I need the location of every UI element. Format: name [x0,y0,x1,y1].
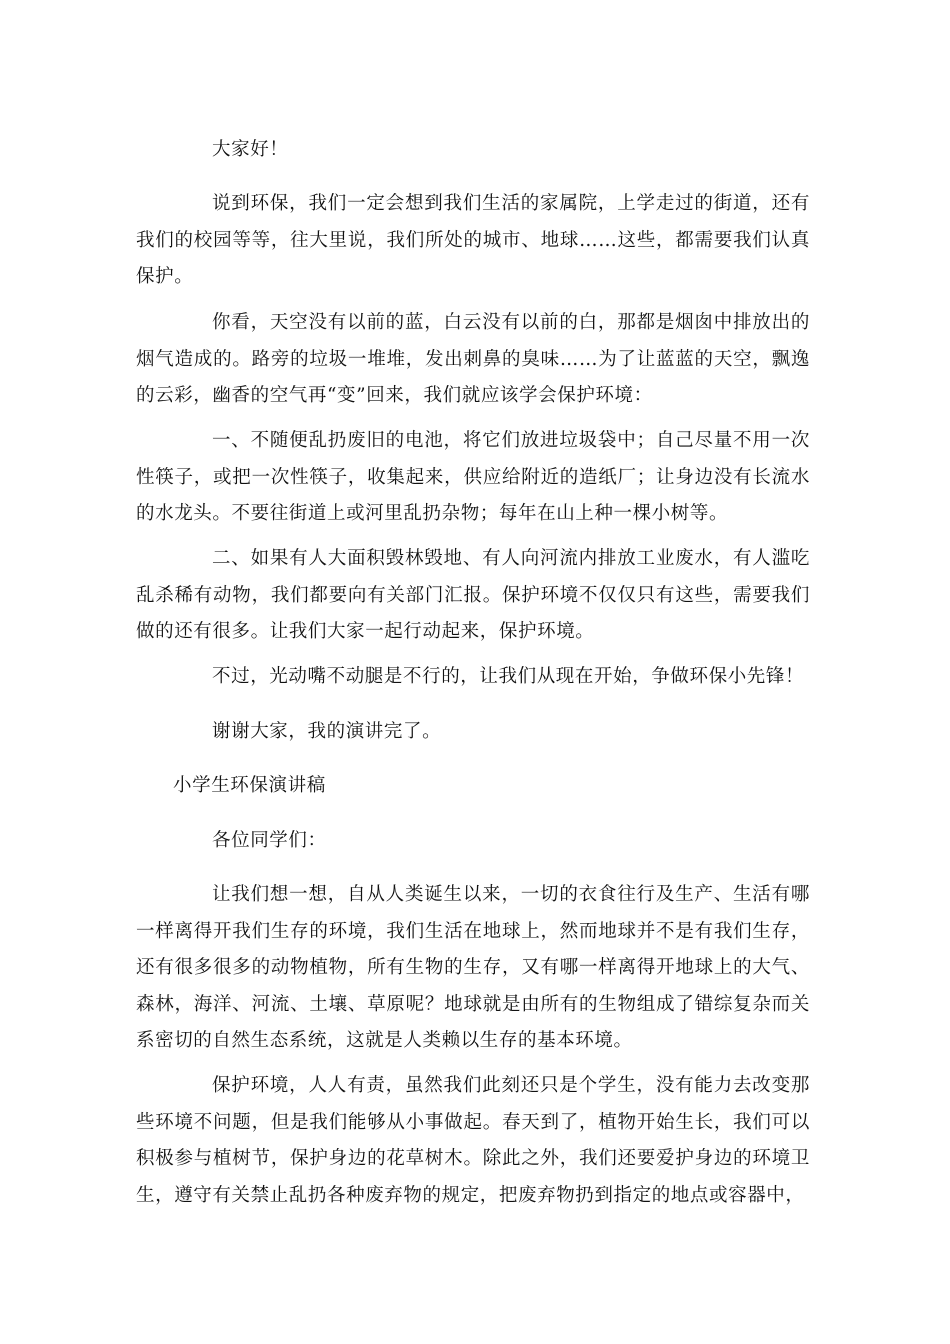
speech2-paragraph-2: 保护环境，人人有责，虽然我们此刻还只是个学生，没有能力去改变那些环境不问题，但是我们能够从小事做起。春天到了，植物开始生长，我们可以积极参与植树节，保护身边的花草树木。除此之外，我们还要爱护身边的环境卫生，遵守有关禁止乱扔各种废弃物的规定，把废弃物扔到指定的地点或容器中， [136,1075,810,1206]
speech1-closing: 谢谢大家，我的演讲完了。 [212,721,442,742]
speech2-title: 小学生环保演讲稿 [173,775,326,796]
speech1-paragraph-3: 一、不随便乱扔废旧的电池，将它们放进垃圾袋中；自己尽量不用一次性筷子，或把一次性筷子，收集起来，供应给附近的造纸厂；让身边没有长流水的水龙头。不要往街道上或河里乱扔杂物；每年在山上种一棵小树等。 [136,430,810,524]
speech1-greeting: 大家好！ [212,139,289,160]
speech1-paragraph-4: 二、如果有人大面积毁林毁地、有人向河流内排放工业废水，有人滥吃乱杀稀有动物，我们都要向有关部门汇报。保护环境不仅仅只有这些，需要我们做的还有很多。让我们大家一起行动起来，保护环境。 [136,548,810,642]
speech1-paragraph-2: 你看，天空没有以前的蓝，白云没有以前的白，那都是烟囱中排放出的烟气造成的。路旁的垃圾一堆堆，发出刺鼻的臭味……为了让蓝蓝的天空，飘逸的云彩，幽香的空气再“变”回来，我们就应该学会保护环境： [136,312,810,406]
speech2-greeting: 各位同学们： [212,830,327,851]
speech1-paragraph-5: 不过，光动嘴不动腿是不行的，让我们从现在开始，争做环保小先锋！ [212,666,805,687]
speech1-paragraph-1: 说到环保，我们一定会想到我们生活的家属院，上学走过的街道，还有我们的校园等等，往大里说，我们所处的城市、地球……这些，都需要我们认真保护。 [136,193,810,287]
speech2-paragraph-1: 让我们想一想，自从人类诞生以来，一切的衣食往行及生产、生活有哪一样离得开我们生存的环境，我们生活在地球上，然而地球并不是有我们生存，还有很多很多的动物植物，所有生物的生存，又有哪一样离得开地球上的大气、森林，海洋、河流、土壤、草原呢？地球就是由所有的生物组成了错综复杂而关系密切的自然生态系统，这就是人类赖以生存的基本环境。 [136,884,810,1051]
